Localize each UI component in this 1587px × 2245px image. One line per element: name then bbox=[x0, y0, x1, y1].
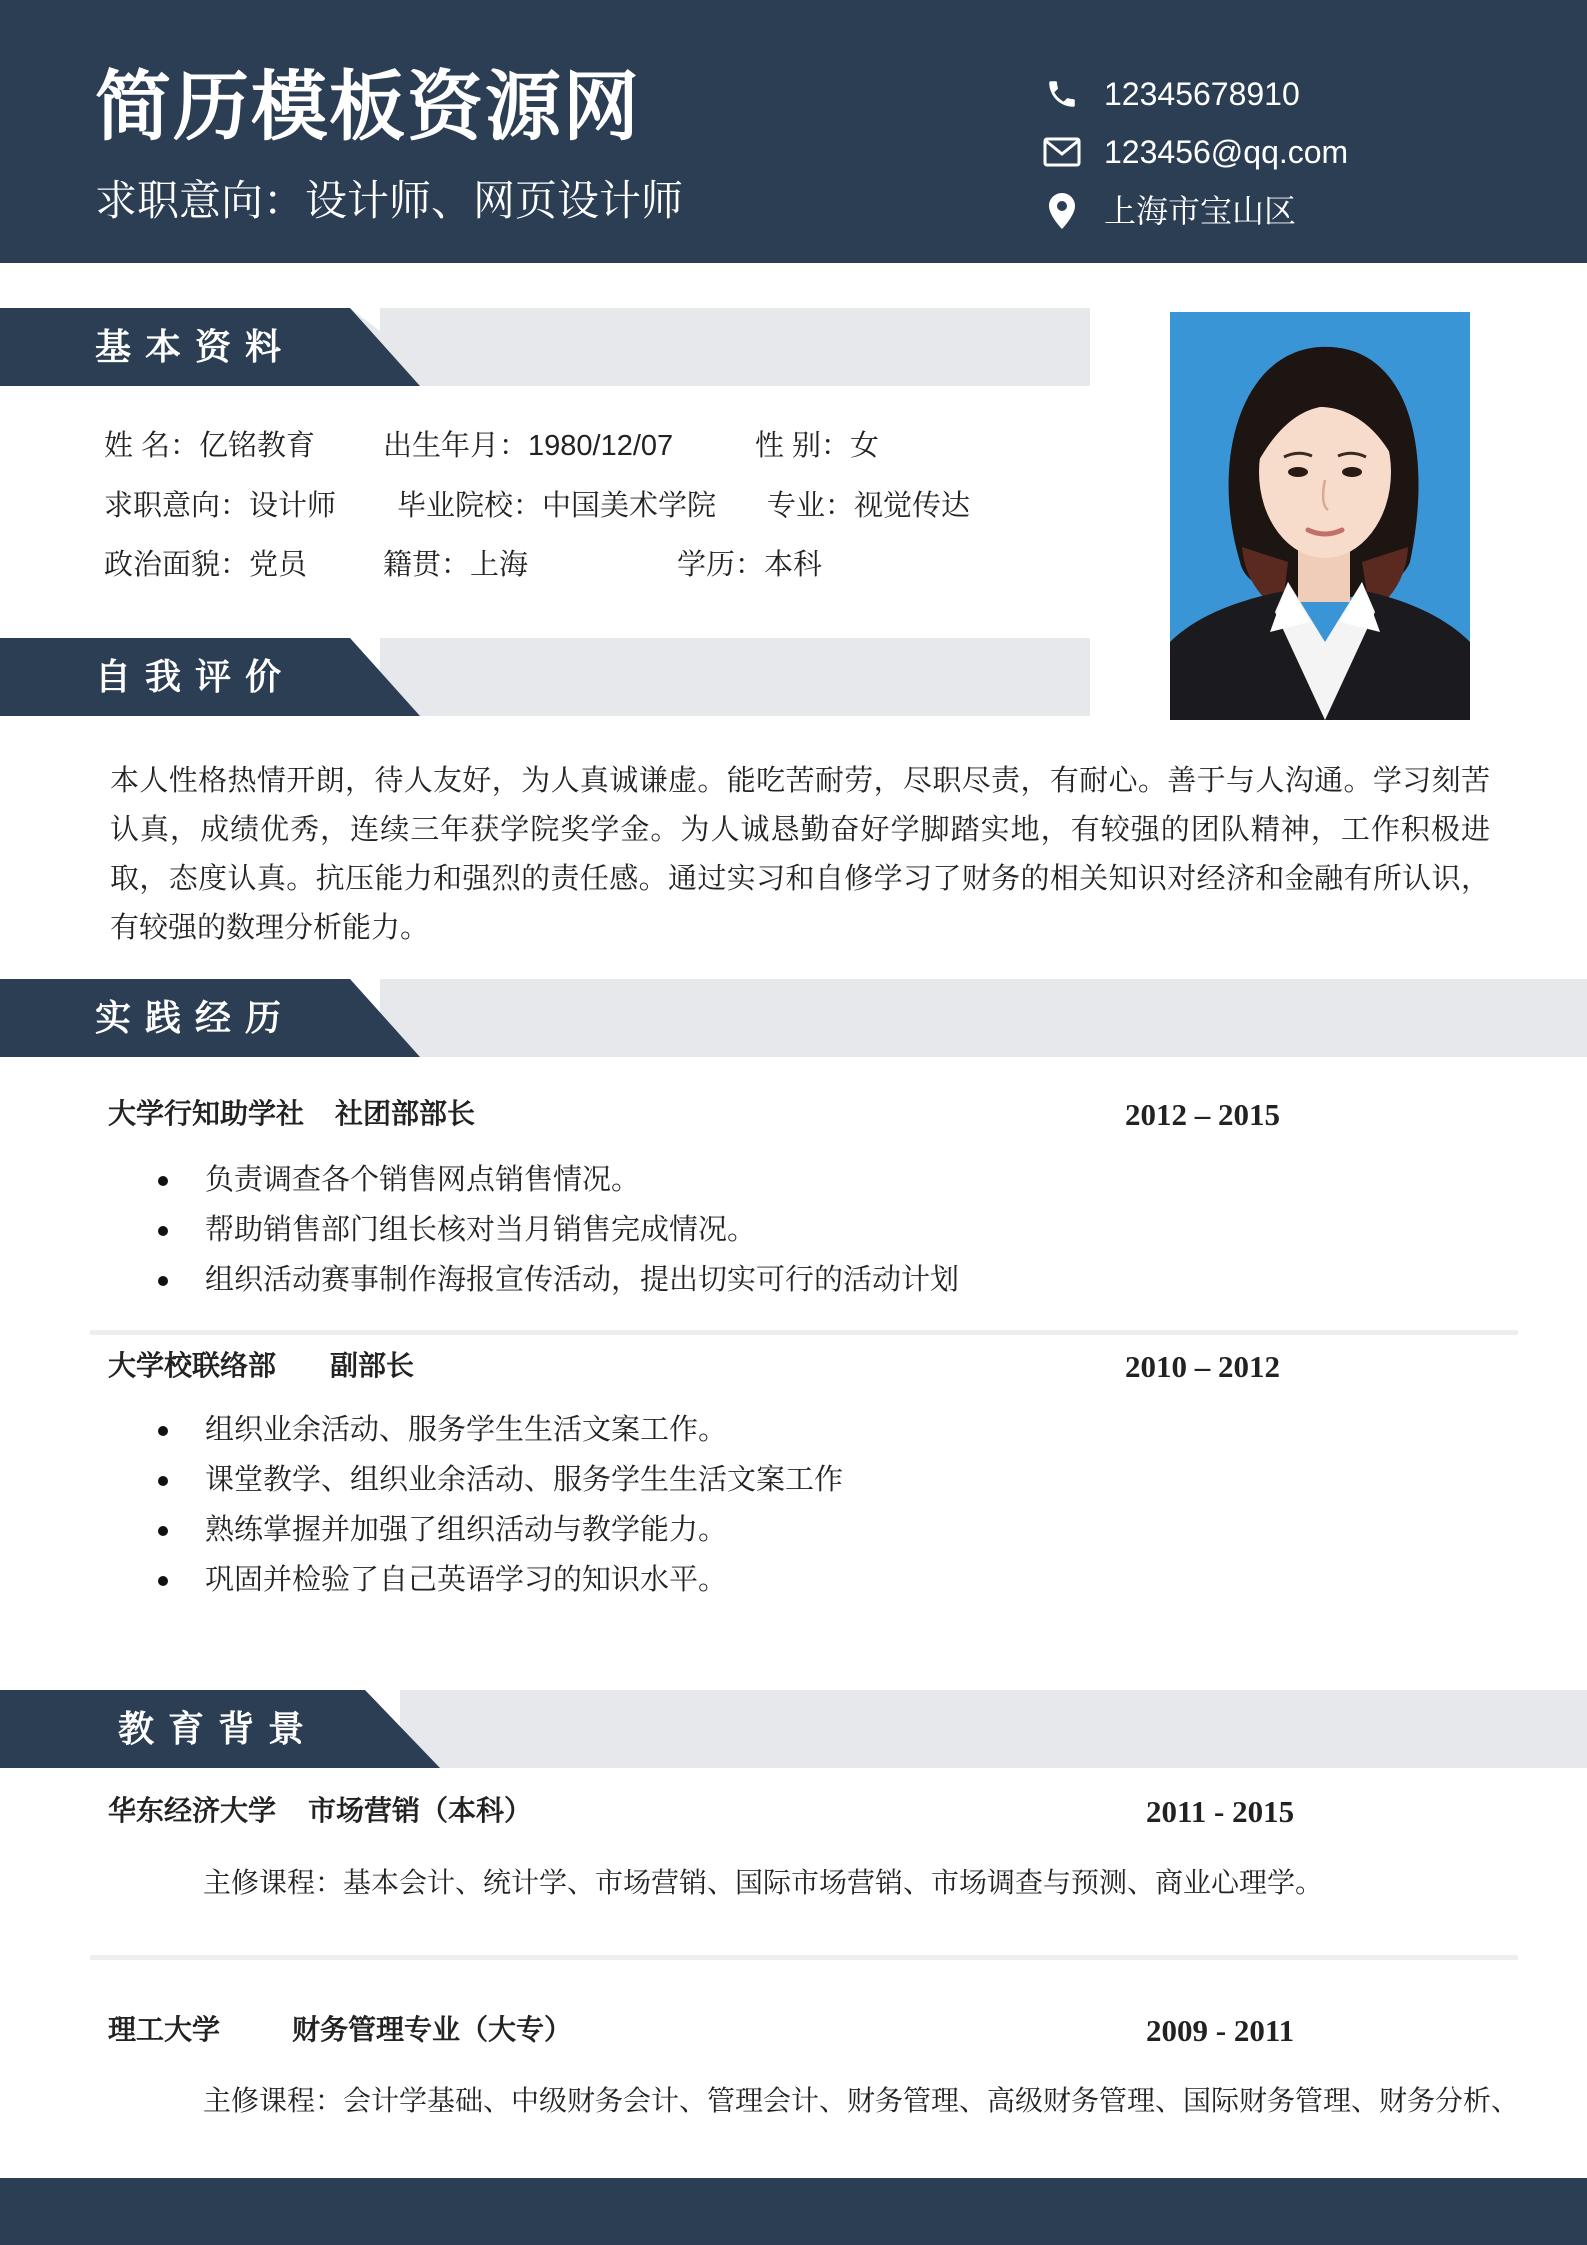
section-title-basic: 基本资料 bbox=[95, 326, 296, 367]
list-item: 帮助销售部门组长核对当月销售完成情况。 bbox=[150, 1205, 959, 1255]
section-banner-practice bbox=[0, 979, 1587, 1057]
divider bbox=[90, 1330, 1518, 1335]
list-item: 熟练掌握并加强了组织活动与教学能力。 bbox=[150, 1505, 843, 1555]
contact-phone bbox=[1040, 72, 1300, 116]
list-item: 负责调查各个销售网点销售情况。 bbox=[150, 1155, 959, 1205]
contact-address bbox=[1040, 189, 1296, 233]
phone-number: 12345678910 bbox=[1104, 76, 1300, 112]
job-objective: 求职意向：设计师、网页设计师 bbox=[95, 177, 684, 224]
info-name: 姓 名：亿铭教育 bbox=[104, 430, 316, 462]
profile-photo bbox=[1170, 312, 1470, 720]
education-courses: 主修课程：基本会计、统计学、市场营销、国际市场营销、市场调查与预测、商业心理学。 bbox=[203, 1867, 1324, 1898]
experience-years: 2010 – 2012 bbox=[1125, 1349, 1280, 1384]
experience-duties bbox=[150, 1405, 843, 1605]
education-major: 市场营销（本科） bbox=[308, 1795, 533, 1826]
experience-role: 社团部部长 bbox=[335, 1098, 476, 1129]
experience-years: 2012 – 2015 bbox=[1125, 1097, 1280, 1132]
info-degree: 学历：本科 bbox=[677, 549, 823, 581]
section-banner-education bbox=[0, 1690, 1587, 1768]
header-bar bbox=[0, 0, 1587, 263]
section-title-education: 教育背景 bbox=[118, 1708, 319, 1749]
education-major: 财务管理专业（大专） bbox=[292, 2014, 573, 2045]
location-pin-icon bbox=[1040, 189, 1084, 233]
address: 上海市宝山区 bbox=[1104, 193, 1297, 229]
info-gender: 性 别：女 bbox=[755, 430, 880, 462]
phone-icon bbox=[1040, 72, 1084, 116]
section-title-practice: 实践经历 bbox=[95, 997, 296, 1038]
section-banner-basic bbox=[0, 308, 1090, 386]
contact-email bbox=[1040, 130, 1348, 174]
experience-role: 副部长 bbox=[330, 1350, 415, 1381]
info-politics: 政治面貌：党员 bbox=[104, 549, 308, 581]
education-years: 2009 - 2011 bbox=[1146, 2013, 1295, 2048]
info-intent: 求职意向：设计师 bbox=[104, 490, 337, 522]
education-courses: 主修课程：会计学基础、中级财务会计、管理会计、财务管理、高级财务管理、国际财务管理、财务分析、 bbox=[203, 2085, 1520, 2116]
divider bbox=[90, 1955, 1518, 1960]
info-major: 专业：视觉传达 bbox=[767, 490, 971, 522]
info-school: 毕业院校：中国美术学院 bbox=[397, 490, 717, 522]
envelope-icon bbox=[1040, 130, 1084, 174]
education-years: 2011 - 2015 bbox=[1146, 1794, 1295, 1829]
email-address: 123456@qq.com bbox=[1104, 134, 1349, 170]
list-item: 巩固并检验了自己英语学习的知识水平。 bbox=[150, 1555, 843, 1605]
footer-bar bbox=[0, 2178, 1587, 2245]
info-native: 籍贯：上海 bbox=[383, 549, 529, 581]
list-item: 课堂教学、组织业余活动、服务学生生活文案工作 bbox=[150, 1455, 843, 1505]
education-school: 理工大学 bbox=[108, 2014, 221, 2045]
experience-duties bbox=[150, 1155, 959, 1305]
experience-org: 大学校联络部 bbox=[108, 1350, 277, 1381]
list-item: 组织活动赛事制作海报宣传活动，提出切实可行的活动计划 bbox=[150, 1255, 959, 1305]
education-school: 华东经济大学 bbox=[108, 1795, 277, 1826]
list-item: 组织业余活动、服务学生生活文案工作。 bbox=[150, 1405, 843, 1455]
info-birth: 出生年月：1980/12/07 bbox=[383, 430, 674, 462]
section-banner-self bbox=[0, 638, 1090, 716]
resume-name: 简历模板资源网 bbox=[95, 65, 641, 150]
self-evaluation-text: 本人性格热情开朗，待人友好，为人真诚谦虚。能吃苦耐劳，尽职尽责，有耐心。善于与人沟通。学习刻苦认真，成绩优秀，连续三年获学院奖学金。为人诚恳勤奋好学脚踏实地，有较强的团队精神，工作积极进取，态度认真。抗压能力和强烈的责任感。通过实习和自修学习了财务的相关知识对经济和金融有所认识，有较强的数理分析能力。 bbox=[110, 765, 1490, 944]
experience-org: 大学行知助学社 bbox=[108, 1098, 305, 1129]
section-title-self: 自我评价 bbox=[95, 656, 296, 697]
